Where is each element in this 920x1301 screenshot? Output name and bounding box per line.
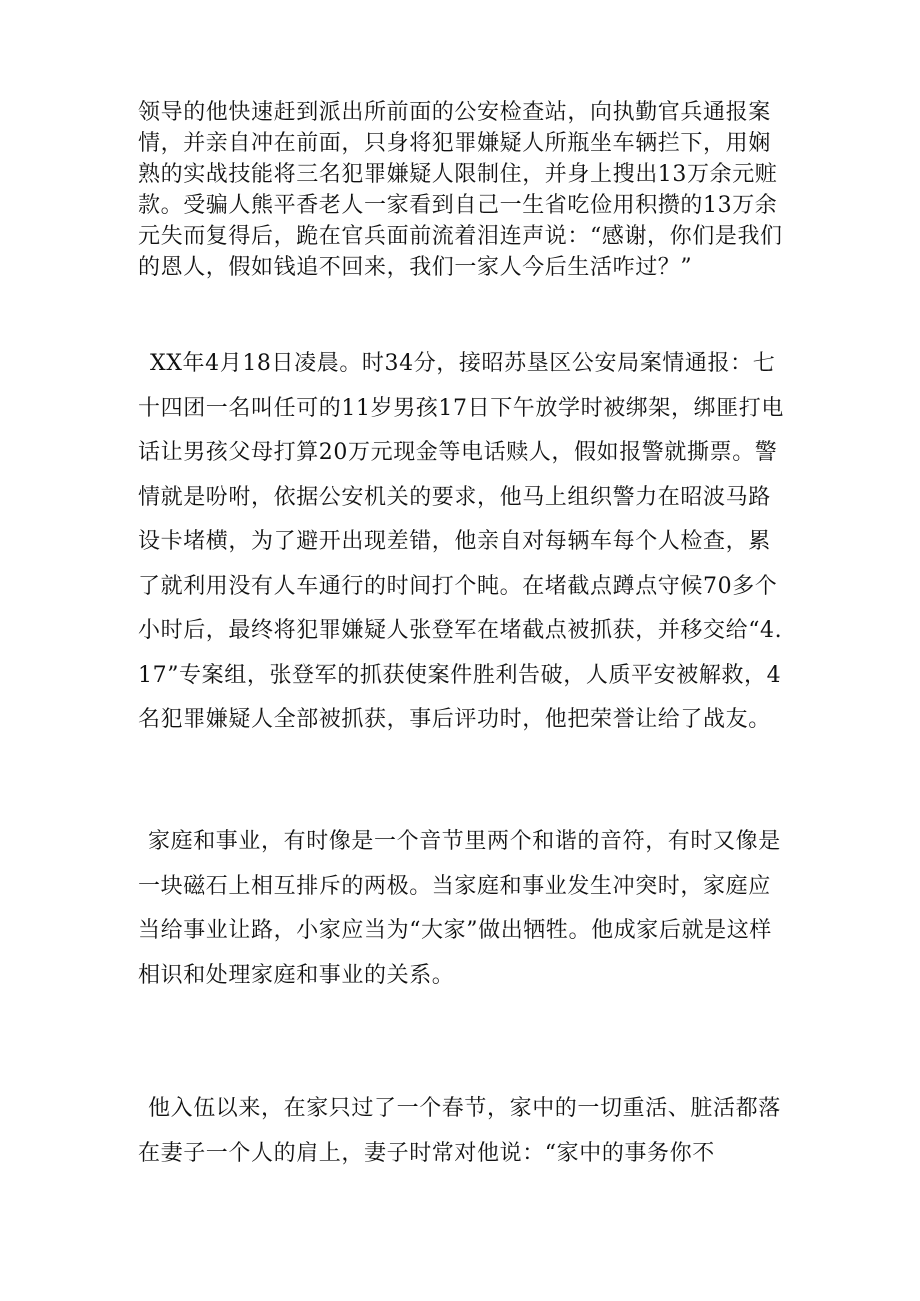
- paragraph-kidnapping-case: XX年4月18日凌晨。时34分，接昭苏垦区公安局案情通报：七十四团一名叫任可的11岁男孩17日下午放学时被绑架，绑匪打电话让男孩父母打算20万元现金等电话赎人，假如报警就撕票。警情就是吩咐，依据公安机关的要求，他马上组织警力在昭波马路设卡堵横，为了避开出现差错，他亲自对每辆车每个人检查，累了就利用没有人车通行的时间打个盹。在堵截点蹲点守候70多个小时后，最终将犯罪嫌疑人张登军在堵截点被抓获，并移交给“4.17”专案组，张登军的抓获使案件胜利告破，人质平安被解救，4名犯罪嫌疑人全部被抓获，事后评功时，他把荣誉让给了战友。: [138, 351, 784, 732]
- paragraph-family-career: 家庭和事业，有时像是一个音节里两个和谐的音符，有时又像是一块磁石上相互排斥的两极。当家庭和事业发生冲突时，家庭应当给事业让路，小家应当为“大家”做出牺牲。他成家后就是这样相识和处理家庭和事业的关系。: [138, 829, 781, 988]
- paragraph-case-money: 领导的他快速赶到派出所前面的公安检查站，向执勤官兵通报案情，并亲自冲在前面，只身将犯罪嫌疑人所瓶坐车辆拦下，用娴熟的实战技能将三名犯罪嫌疑人限制住，并身上搜出13万余元赃款。受骗人熊平香老人一家看到自己一生省吃俭用积攒的13万余元失而复得后，跪在官兵面前流着泪连声说：“感谢，你们是我们的恩人，假如钱追不回来，我们一家人今后生活咋过？”: [138, 100, 783, 280]
- paragraph-spring-festival: 他入伍以来，在家只过了一个春节，家中的一切重活、脏活都落在妻子一个人的肩上，妻子时常对他说：“家中的事务你不: [138, 1096, 781, 1166]
